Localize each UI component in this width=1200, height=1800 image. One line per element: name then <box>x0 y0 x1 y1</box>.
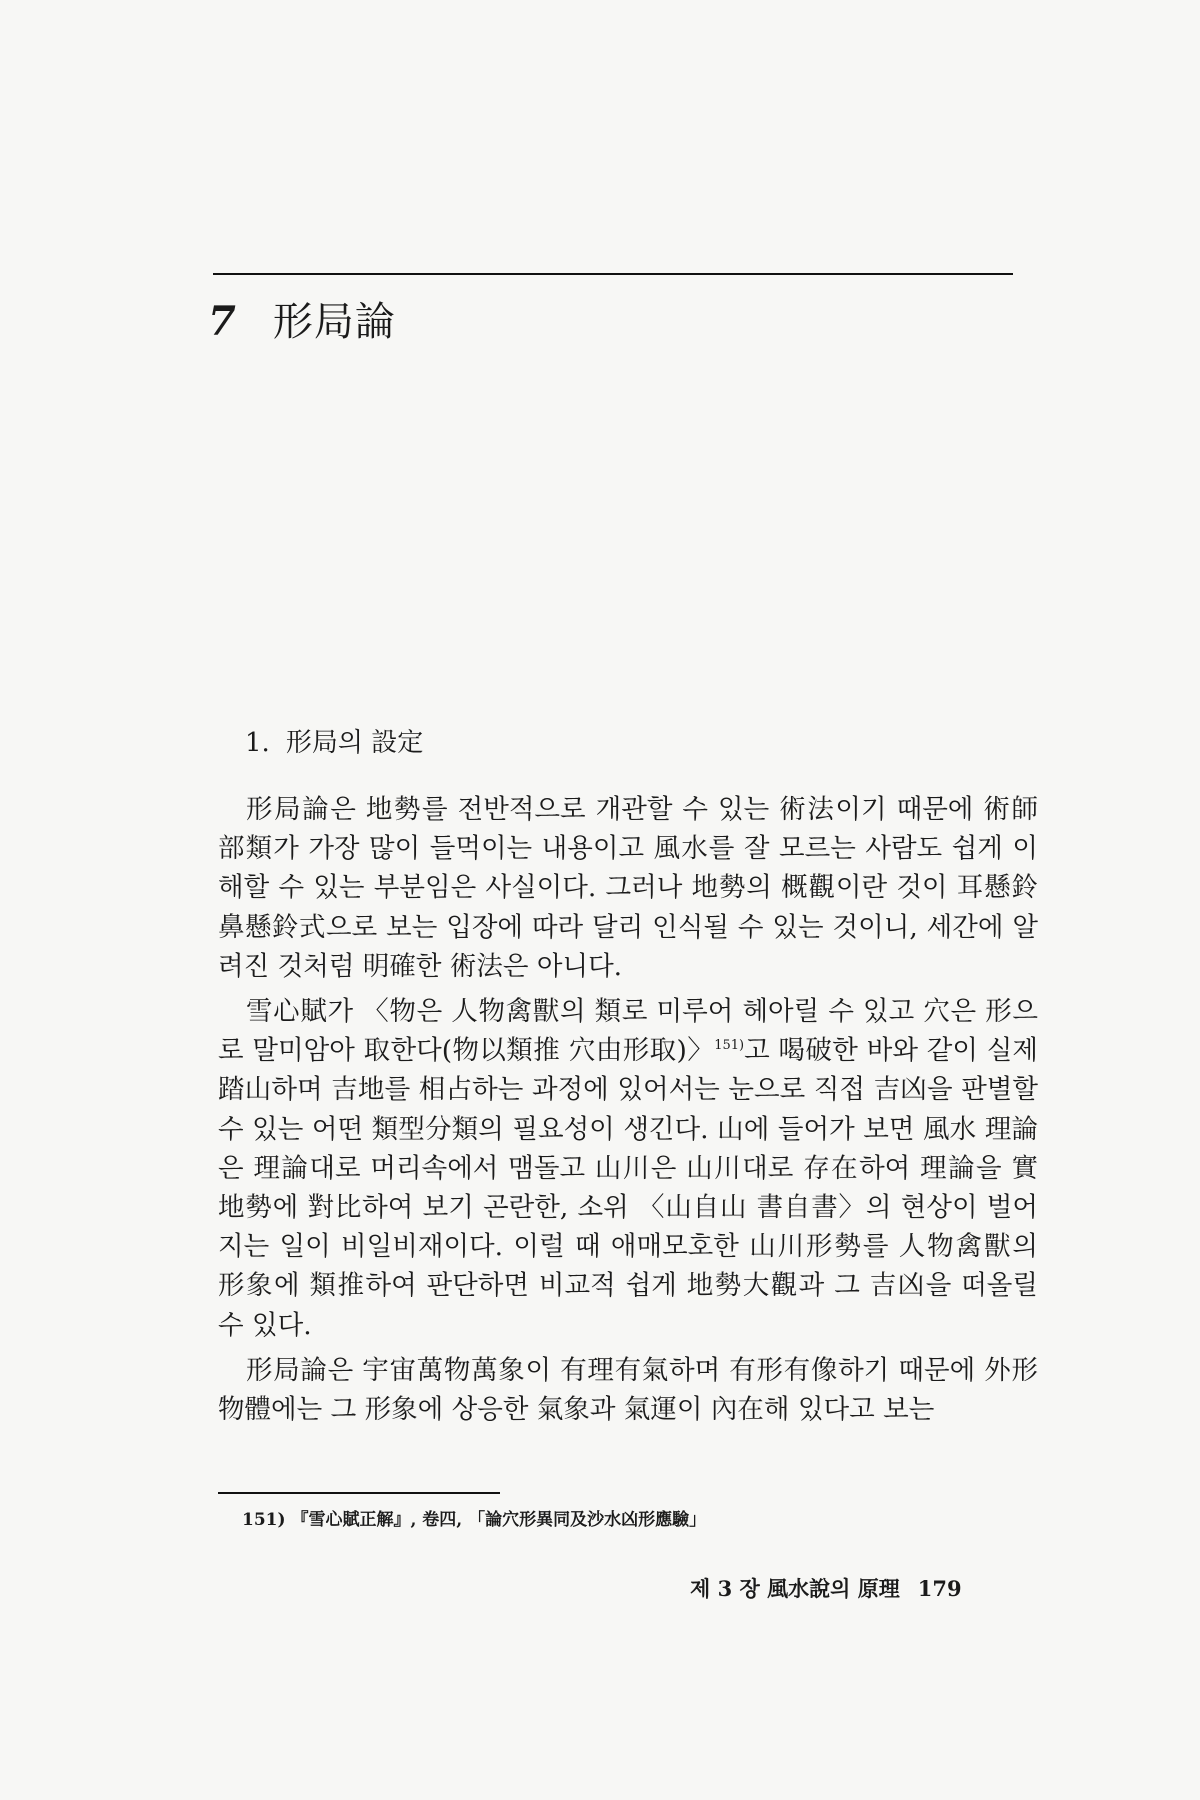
section-heading <box>245 722 423 759</box>
section-number: 1. <box>245 728 270 758</box>
chapter-number: 7 <box>208 298 237 345</box>
page-number: 179 <box>917 1576 962 1601</box>
paragraph-text: 고 喝破한 바와 같이 실제 踏山하며 吉地를 相占하는 과정에 있어서는 눈으로 직접 吉凶을 판별할 수 있는 어떤 類型分類의 필요성이 생긴다. 山에 들어가 보면 風水 理論은 理論대로 머리속에서 맴돌고 山川은 山川대로 存在하여 理論을 實地勢에 對比하여 보기 곤란한, 소위 〈山自山 書自書〉의 현상이 벌어지는 일이 비일비재이다. 이럴 때 애매모호한 山川形勢를 人物禽獸의 形象에 類推하여 판단하면 비교적 쉽게 地勢大觀과 그 吉凶을 떠올릴 수 있다. <box>218 1035 1038 1341</box>
paragraph <box>218 992 1038 1345</box>
section-title: 形局의 設定 <box>285 728 424 758</box>
paragraph: 形局論은 地勢를 전반적으로 개관할 수 있는 術法이기 때문에 術師部類가 가장 많이 들먹이는 내용이고 風水를 잘 모르는 사람도 쉽게 이해할 수 있는 부분임은 사실이다. 그러나 地勢의 概觀이란 것이 耳懸鈴鼻懸鈴式으로 보는 입장에 따라 달리 인식될 수 있는 것이니, 세간에 알려진 것처럼 明確한 術法은 아니다. <box>218 794 1038 982</box>
paragraph: 形局論은 宇宙萬物萬象이 有理有氣하며 有形有像하기 때문에 外形物體에는 그 形象에 상응한 氣象과 氣運이 內在해 있다고 보는 <box>218 1354 1038 1426</box>
footnote-rule <box>218 1492 500 1494</box>
running-head: 제 3 장 風水說의 原理 <box>690 1576 900 1601</box>
chapter-title: 形局論 <box>272 299 396 345</box>
page-footer <box>690 1573 962 1603</box>
chapter-rule <box>213 273 1013 275</box>
paragraph-text: 雪心賦가 〈物은 人物禽獸의 類로 미루어 헤아릴 수 있고 穴은 形으로 말미암아 取한다(物以類推 穴由形取)〉 <box>218 996 1039 1067</box>
chapter-heading <box>208 290 396 347</box>
footnote: 151) 『雪心賦正解』, 卷四, 「論穴形異同及沙水凶形應驗」 <box>242 1510 707 1530</box>
footnote-marker: 151) <box>714 1038 745 1054</box>
body-text <box>218 790 1038 1429</box>
